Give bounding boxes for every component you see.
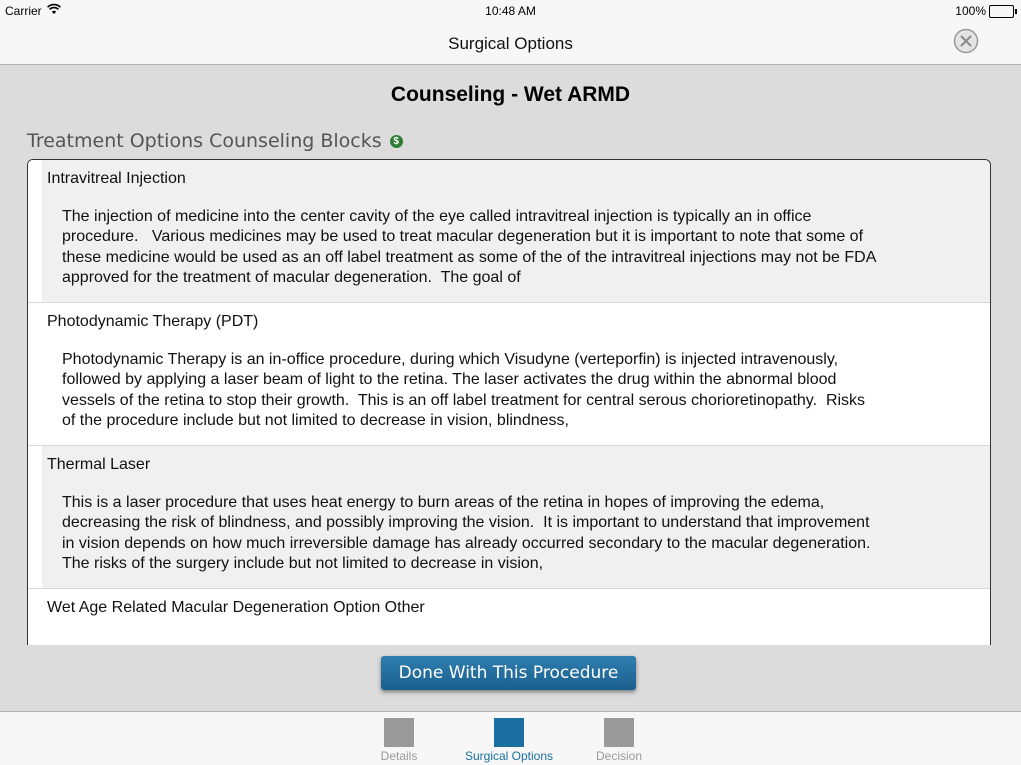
done-with-procedure-button[interactable]: Done With This Procedure [381,656,636,690]
surgical-options-tab-icon [494,718,524,747]
counseling-block[interactable] [28,589,990,645]
block-body: The injection of medicine into the center cavity of the eye called intravitreal injection is typically an in office procedure. Various medicines may be used to treat macular degeneration but it is important to note that some of these medicine would be used as an off label treatment as some of the of the intravitreal injections may not be FDA approved for the treatment of macular degeneration. The goal of [62,208,880,287]
block-body: Photodynamic Therapy is an in-office procedure, during which Visudyne (verteporfin) is injected intravenously, followed by applying a laser beam of light to the retina. The laser activates the drug within the abnormal blood vessels of the retina to stop their growth. This is an off label treatment for central serous chorioretinopathy. Risks of the procedure include but not limited to decrease in vision, blindness, [62,351,870,430]
block-title: Thermal Laser [47,456,151,473]
tab-bar [0,711,1021,765]
tab-label: Surgical Options [464,749,554,763]
dollar-icon[interactable]: $ [390,135,403,148]
counseling-block[interactable] [28,446,990,589]
tab-label: Details [380,749,418,763]
nav-bar [0,22,1021,65]
close-circle-icon[interactable] [953,28,979,54]
block-body: This is a laser procedure that uses heat energy to burn areas of the retina in hopes of improving the edema, decreasing the risk of blindness, and possibly improving the vision. It is important to understand that improvement in vision depends on how much irreversible damage has already occurred secondary to the macular degeneration. The risks of the surgery include but not limited to decrease in vision, [62,494,880,573]
block-title: Intravitreal Injection [47,170,186,187]
nav-title: Surgical Options [448,34,573,53]
counseling-block[interactable] [28,160,990,303]
tab-details[interactable] [354,718,444,763]
tab-surgical-options[interactable] [464,718,554,763]
battery-icon [989,5,1014,18]
section-heading-label: Treatment Options Counseling Blocks [27,130,382,152]
carrier-label: Carrier [5,4,42,18]
battery-percent: 100% [955,4,986,18]
block-body [62,636,882,645]
page-title: Counseling - Wet ARMD [390,83,631,106]
details-tab-icon [384,718,414,747]
clock: 10:48 AM [485,4,536,18]
section-heading [27,130,403,152]
counseling-block-list[interactable] [27,159,991,645]
block-title: Wet Age Related Macular Degeneration Option Other [47,599,425,616]
tab-label: Decision [595,749,643,763]
main-content [0,65,1021,711]
counseling-block[interactable] [28,303,990,446]
status-bar [0,0,1021,22]
tab-decision[interactable] [574,718,664,763]
decision-tab-icon [604,718,634,747]
block-title: Photodynamic Therapy (PDT) [47,313,259,330]
